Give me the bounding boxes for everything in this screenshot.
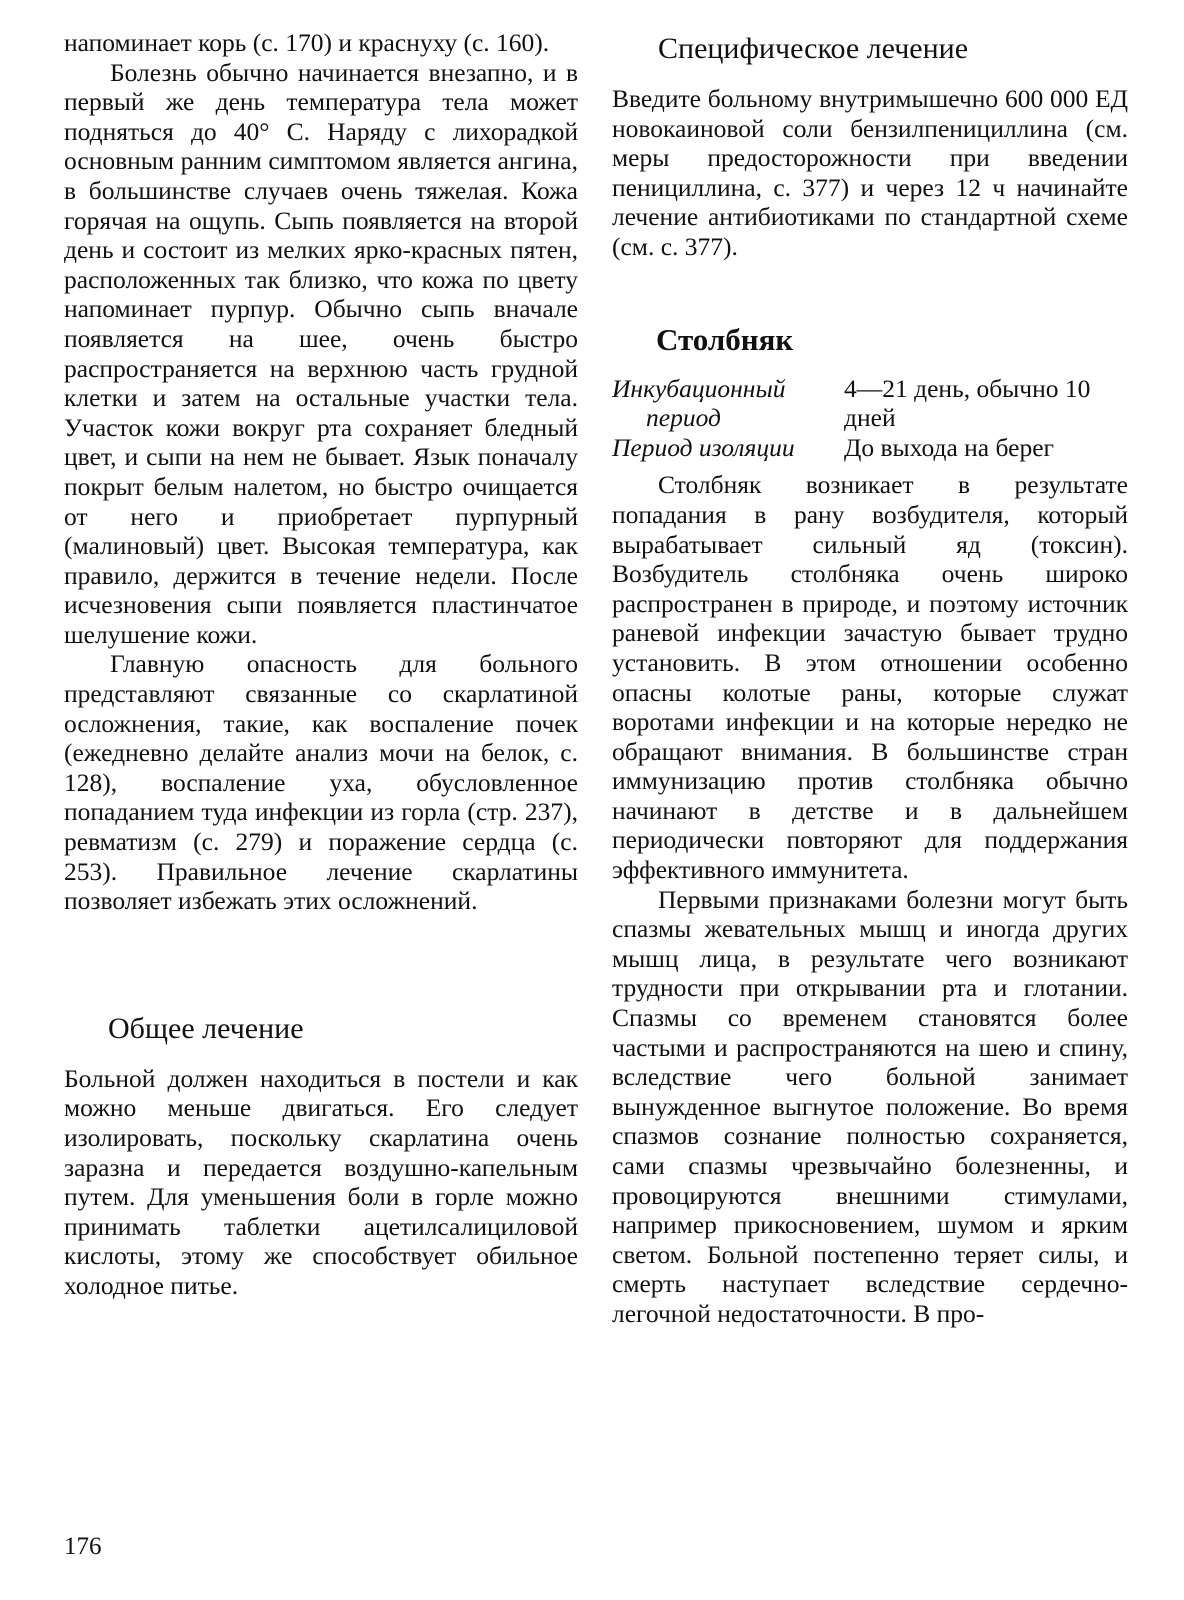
specific-treatment-heading: Специфическое лечение: [658, 32, 969, 65]
incubation-label-line1: Инкубационный: [612, 373, 786, 403]
right-column: [612, 28, 1128, 1329]
incubation-row: [612, 374, 1128, 433]
general-treatment-text: Больной должен находиться в постели и как можно меньше двигаться. Его следует изолировать, поскольку скарлатина очень заразна и передается воздушно-капельным путем. Для уменьшения боли в горле можно принимать таблетки ацетилсалициловой кислоты, этому же способствует обильное холодное питье.: [64, 1063, 578, 1300]
incubation-label: [612, 374, 840, 433]
general-treatment-heading: Общее лечение: [108, 1011, 304, 1045]
disease-title: Столбняк: [656, 321, 794, 357]
isolation-value: До выхода на берег: [844, 432, 1054, 462]
incubation-label-line2: период: [646, 403, 721, 433]
specific-treatment-text: Введите больному внутримышечно 600 000 ЕД новокаиновой соли бензилпенициллина (см. меры предосторожности при введении пенициллина, с. 377) и через 12 ч начинайте лечение антибиотиками по стандартной схеме (см. с. 377).: [612, 84, 1128, 261]
incubation-value: 4—21 день, обычно 10 дней: [844, 373, 1091, 433]
intro-paragraph: напоминает корь (с. 170) и краснуху (с. 160).: [64, 28, 550, 57]
complications-paragraph: Главную опасность для больного представляют связанные со скарлатиной осложнения, такие, как воспаление почек (ежедневно делайте анализ мочи на белок, с. 128), воспаление уха, обусловленное попаданием туда инфекции из горла (стр. 237), ревматизм (с. 279) и поражение сердца (с. 253). Правильное лечение скарлатины позволяет избежать этих осложнений.: [64, 649, 578, 916]
page-number: 176: [64, 1533, 102, 1560]
left-column: [64, 28, 578, 1301]
symptoms-paragraph: Первыми признаками болезни могут быть спазмы жевательных мышц и иногда других мышц лица, в результате чего возникают трудности при открывании рта и глотании. Спазмы со временем становятся более частыми и распространяются на шею и спину, вследствие чего больной занимает вынужденное выгнутое положение. Во время спазмов сознание полностью сохраняется, сами спазмы чрезвычайно болезненны, и провоцируются внешними стимулами, например прикосновением, шумом и ярким светом. Больной постепенно теряет силы, и смерть наступает вследствие сердечно-легочной недостаточности. В про-: [612, 884, 1128, 1328]
cause-paragraph: Столбняк возникает в результате попадания в рану возбудителя, который вырабатывает сильный яд (токсин). Возбудитель столбняка очень широко распространен в природе, и поэтому источник раневой инфекции зачастую бывает трудно установить. В этом отношении особенно опасны колотые раны, которые служат воротами инфекции и на которые нередко не обращают внимания. В большинстве стран иммунизацию против столбняка обычно начинают в детстве и в дальнейшем периодически повторяют для поддержания эффективного иммунитета.: [612, 470, 1128, 885]
isolation-label: Период изоляции: [612, 432, 795, 462]
isolation-row: [612, 433, 1128, 463]
disease-facts-table: [612, 374, 1128, 463]
onset-paragraph: Болезнь обычно начинается внезапно, и в первый же день температура тела может подняться до 40° С. Наряду с лихорадкой основным ранним симптомом является ангина, в большинстве случаев очень тяжелая. Кожа горячая на ощупь. Сыпь появляется на второй день и состоит из мелких ярко-красных пятен, расположенных так близко, что кожа по цвету напоминает пурпур. Обычно сыпь вначале появляется на шее, очень быстро распространяется на верхнюю часть грудной клетки и затем на остальные участки тела. Участок кожи вокруг рта сохраняет бледный цвет, и сыпи на нем не бывает. Язык поначалу покрыт белым налетом, но быстро очищается от него и приобретает пурпурный (малиновый) цвет. Высокая температура, как правило, держится в течение недели. После исчезновения сыпи появляется пластинчатое шелушение кожи.: [64, 57, 578, 649]
